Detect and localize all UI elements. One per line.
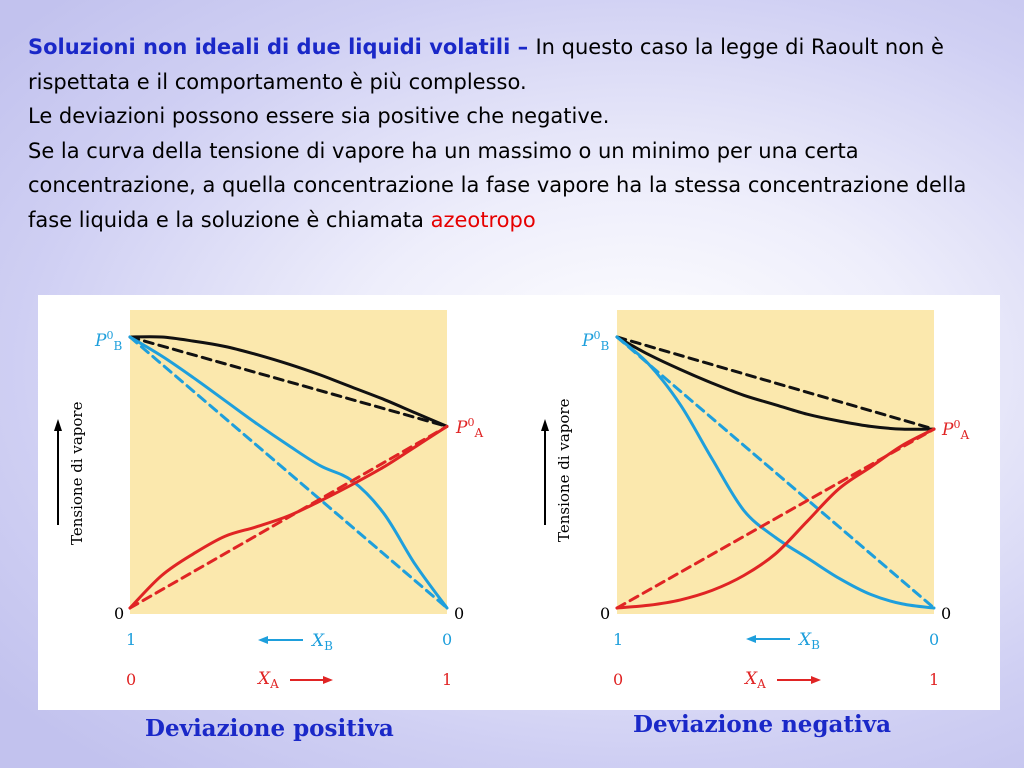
xb-tick-0-right: 0 <box>929 630 940 649</box>
y-axis-arrowhead-right <box>541 419 549 431</box>
xb-arrowhead-left <box>258 636 268 644</box>
charts-svg <box>38 295 1000 710</box>
xa-label-right: $X_A$ <box>745 669 766 691</box>
figure-panel <box>38 295 1000 710</box>
intro-paragraph-3 <box>28 134 1003 238</box>
xb-tick-1-right: 1 <box>613 630 624 649</box>
intro-dash: – <box>510 35 536 59</box>
p0b-label-right: $P^0_B$ <box>582 329 610 353</box>
zero-label-left-a: 0 <box>114 604 125 623</box>
xa-arrowhead-right <box>811 676 821 684</box>
xb-tick-0-left: 0 <box>442 630 453 649</box>
zero-label-left-b: 0 <box>454 604 465 623</box>
intro-line-2: Le deviazioni possono essere sia positive che negative. <box>28 104 610 128</box>
p0a-label-right: $P^0_A$ <box>942 418 970 442</box>
xa-tick-0-right: 0 <box>613 670 624 689</box>
xa-tick-0-left: 0 <box>126 670 137 689</box>
p0b-label-left: $P^0_B$ <box>95 329 123 353</box>
intro-title: Soluzioni non ideali di due liquidi volatili <box>28 35 511 59</box>
xa-tick-1-left: 1 <box>442 670 453 689</box>
intro-paragraph-1 <box>28 30 1003 99</box>
xb-tick-1-left: 1 <box>126 630 137 649</box>
xa-tick-1-right: 1 <box>929 670 940 689</box>
xa-label-left: $X_A$ <box>258 669 279 691</box>
xa-arrowhead-left <box>323 676 333 684</box>
xb-label-left: $X_B$ <box>312 631 333 653</box>
caption-negative-deviation: Deviazione negativa <box>633 711 892 738</box>
chart-negative-deviation <box>541 310 969 691</box>
zero-label-right-a: 0 <box>600 604 611 623</box>
zero-label-right-b: 0 <box>941 604 952 623</box>
y-axis-label-left: Tensione di vapore <box>68 401 86 545</box>
caption-positive-deviation: Deviazione positiva <box>145 715 394 742</box>
y-axis-arrowhead-left <box>54 419 62 431</box>
y-axis-label-right: Tensione di vapore <box>555 398 573 542</box>
p0a-label-left: $P^0_A$ <box>456 416 484 440</box>
xb-arrowhead-right <box>746 635 756 643</box>
chart-positive-deviation <box>54 310 483 691</box>
intro-text <box>28 30 1003 237</box>
xb-label-right: $X_B$ <box>799 630 820 652</box>
azeotrope-term: azeotropo <box>430 207 536 232</box>
intro-line-3: Se la curva della tensione di vapore ha un massimo o un minimo per una certa concentrazione, a quella concentrazione la fase vapore ha la stessa concentrazione della fase liquida e la soluzione è chiamata <box>28 138 967 232</box>
intro-line-1: In questo caso la legge di Raoult non è rispettata e il comportamento è più complesso. <box>28 35 944 94</box>
